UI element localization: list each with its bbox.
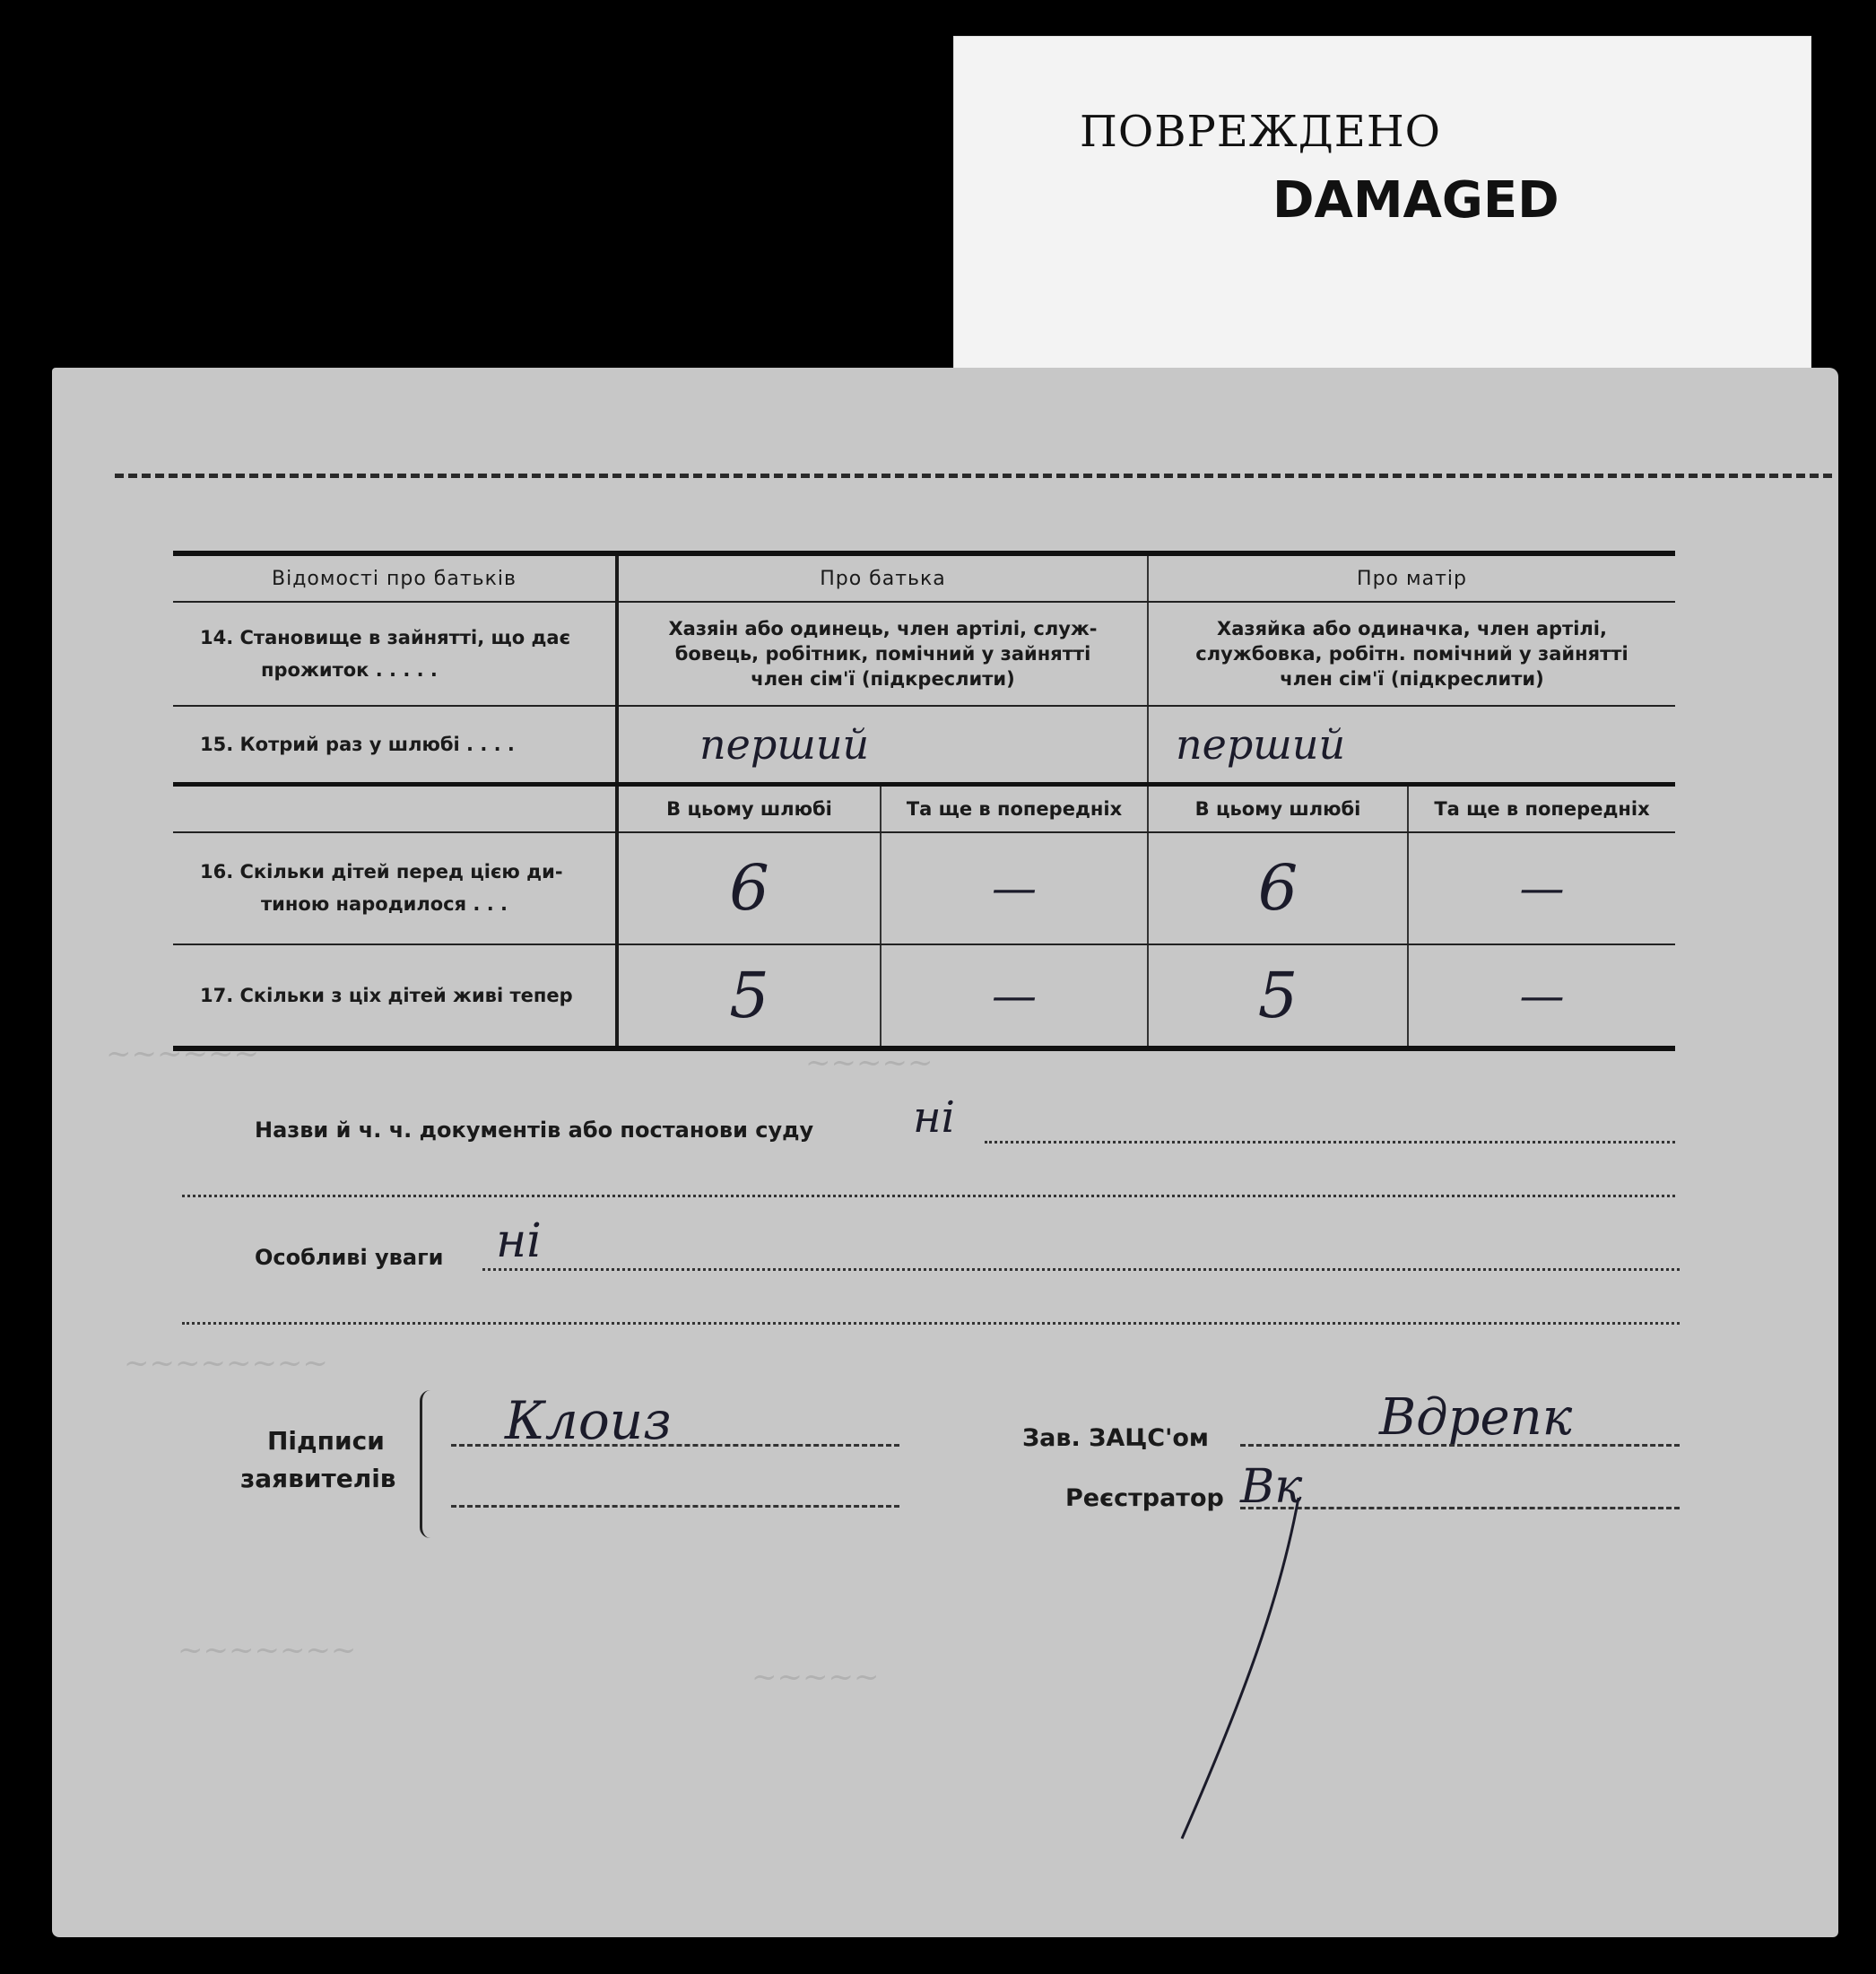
table-subheader-row <box>173 785 1675 832</box>
form-sheet <box>52 368 1838 1937</box>
bleed-through-text: ~~~~~~~ <box>178 1632 357 1668</box>
table-row-17 <box>173 944 1675 1048</box>
row14-father-options: Хазяін або одинець, член артілі, служ- бовець, робітник, помічний у зайнятті член сім'ї (підкреслити) <box>617 602 1148 706</box>
row17-father-previous: — <box>881 944 1148 1048</box>
row15-label: 15. Котрий раз у шлюбі . . . . <box>173 706 617 784</box>
remarks-dotted-line <box>482 1268 1680 1271</box>
head-label: Зав. ЗАЦС'ом <box>1022 1424 1209 1452</box>
bleed-through-text: ~~~~~ <box>751 1659 880 1695</box>
registrar-label: Реєстратор <box>1065 1484 1224 1512</box>
table-row-15 <box>173 706 1675 784</box>
perforation-line <box>115 474 1832 478</box>
row17-mother-previous: — <box>1408 944 1675 1048</box>
subheader-mother-this: В цьому шлюбі <box>1148 785 1408 832</box>
row15-father-value: перший <box>617 706 1148 784</box>
applicant-signature-line-1 <box>451 1444 899 1447</box>
bleed-through-text: ~~~~~~~~ <box>124 1345 328 1381</box>
applicant-signature: Клоиз <box>505 1390 672 1451</box>
damaged-label-en: DAMAGED <box>1272 171 1559 230</box>
applicants-label-line2: заявителів <box>240 1464 396 1493</box>
row16-mother-this-marriage: 6 <box>1148 832 1408 944</box>
parents-info-table <box>173 551 1675 1051</box>
remarks-label: Особливі уваги <box>255 1245 444 1270</box>
head-signature-line <box>1240 1444 1680 1447</box>
subheader-father-previous: Та ще в попередніх <box>881 785 1148 832</box>
damaged-label-ua: ПОВРЕЖДЕНО <box>1080 107 1442 157</box>
applicants-label-line1: Підписи <box>267 1426 385 1456</box>
header-mother: Про матір <box>1148 553 1675 602</box>
bleed-through-text: ~~~~~ <box>805 1045 934 1081</box>
documents-label: Назви й ч. ч. документів або постанови суду <box>255 1117 814 1143</box>
header-parents-info: Відомості про батьків <box>173 553 617 602</box>
row17-father-this-marriage: 5 <box>617 944 881 1048</box>
row14-mother-options: Хазяйка або одиначка, член артілі, службовка, робітн. помічний у зайнятті член сім'ї (підкреслити) <box>1148 602 1675 706</box>
row16-father-this-marriage: 6 <box>617 832 881 944</box>
row17-label: 17. Скільки з ціх дітей живі тепер <box>173 944 617 1048</box>
damaged-stamp-card <box>953 36 1811 378</box>
table-header-row <box>173 553 1675 602</box>
documents-dotted-line-2 <box>182 1195 1675 1197</box>
row16-father-previous: — <box>881 832 1148 944</box>
row14-label: 14. Становище в зайнятті, що дає прожиток . . . . . <box>173 602 617 706</box>
remarks-value: ні <box>496 1214 542 1268</box>
signature-pen-stroke <box>1146 1489 1325 1865</box>
head-signature: Вдрепк <box>1379 1388 1573 1447</box>
registrar-signature: Вк <box>1240 1460 1303 1514</box>
subheader-mother-previous: Та ще в попередніх <box>1408 785 1675 832</box>
header-father: Про батька <box>617 553 1148 602</box>
documents-value: ні <box>913 1092 955 1143</box>
applicant-signature-line-2 <box>451 1505 899 1508</box>
table-row-14 <box>173 602 1675 706</box>
documents-dotted-line <box>985 1141 1675 1144</box>
row16-label: 16. Скільки дітей перед цією ди- тиною народилося . . . <box>173 832 617 944</box>
row15-mother-value: перший <box>1148 706 1675 784</box>
applicants-brace <box>420 1390 439 1538</box>
remarks-dotted-line-2 <box>182 1322 1680 1325</box>
subheader-father-this: В цьому шлюбі <box>617 785 881 832</box>
bleed-through-text: ~~~~~~ <box>106 1036 259 1072</box>
subheader-empty <box>173 785 617 832</box>
row16-mother-previous: — <box>1408 832 1675 944</box>
row17-mother-this-marriage: 5 <box>1148 944 1408 1048</box>
table-row-16 <box>173 832 1675 944</box>
